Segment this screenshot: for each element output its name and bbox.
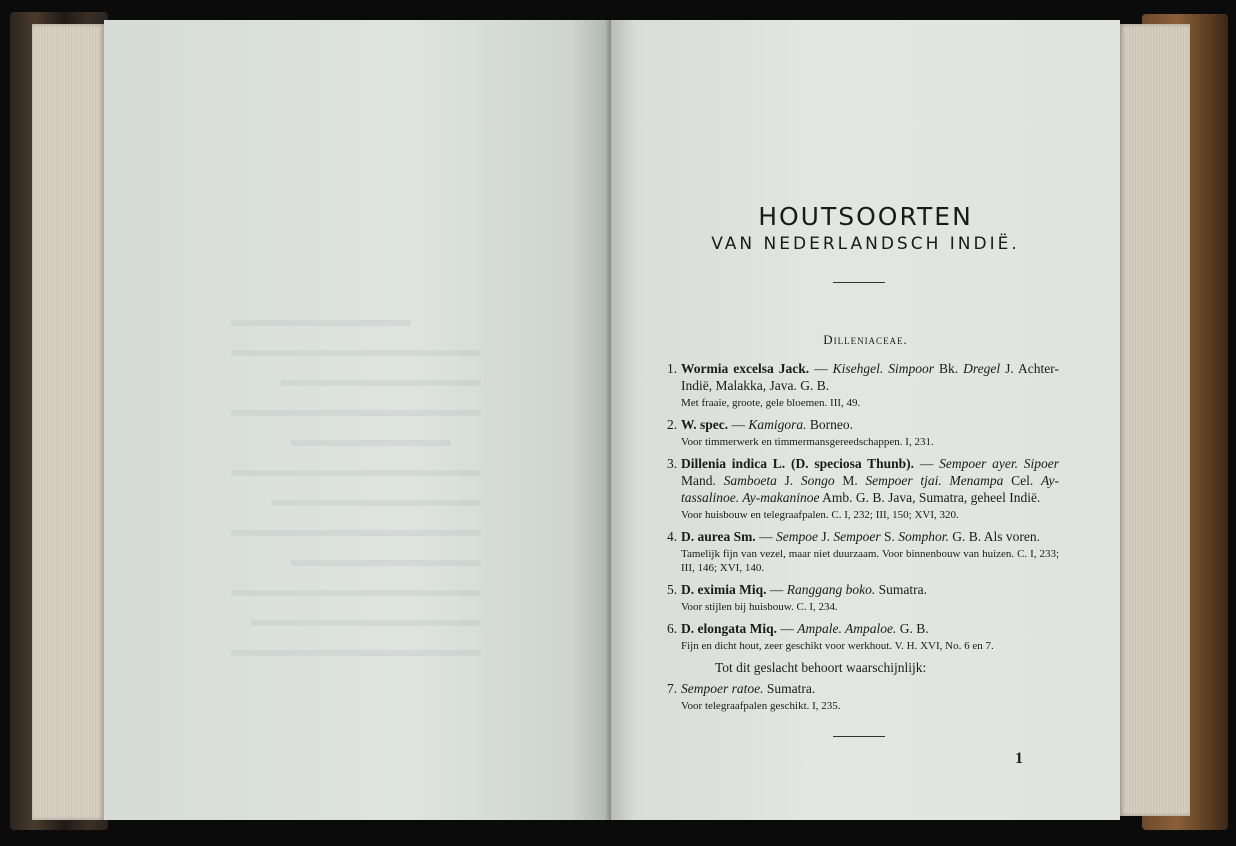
species-entry [667, 416, 1059, 449]
local-name: Ranggang boko. [786, 582, 876, 597]
entry-main [667, 455, 1059, 506]
entry-text: J. [776, 473, 801, 488]
entry-main [667, 581, 1059, 598]
page-edges-right [1120, 24, 1190, 816]
entry-number: 2. [667, 417, 678, 432]
entry-number: 3. [667, 456, 678, 471]
entry-note: Tamelijk fijn van vezel, maar niet duurzaam. Voor binnenbouw van huizen. C. I, 233; III, 146; XVI, 140. [681, 548, 1059, 574]
genus-intro: Tot dit geslacht behoort waarschijnlijk: [715, 660, 927, 675]
entry-dash: — [809, 361, 833, 376]
bleed-through [104, 20, 611, 820]
entry-note: Voor telegraafpalen geschikt. I, 235. [681, 700, 841, 712]
entries-list [667, 360, 1059, 719]
entry-text: Borneo. [806, 417, 854, 432]
species-name: Dillenia indica L. (D. speciosa Thunb). [681, 456, 915, 471]
title-rule [833, 282, 885, 283]
entry-dash: — [766, 582, 787, 597]
entry-text: Cel. [1003, 473, 1041, 488]
entry-text: J. [818, 529, 834, 544]
species-entry [667, 581, 1059, 614]
entry-number: 4. [667, 529, 678, 544]
right-page [611, 20, 1120, 820]
entry-dash: — [777, 621, 798, 636]
local-name: Samboeta [723, 473, 777, 488]
entry-note: Voor huisbouw en telegraafpalen. C. I, 232; III, 150; XVI, 320. [681, 509, 959, 521]
entry-text: Bk. [934, 361, 964, 376]
entry-text: J. Achter-Indië, Malakka, Java. G. B. [681, 361, 1060, 393]
local-name: Songo [800, 473, 835, 488]
page-edges-left [32, 24, 104, 820]
entry-note: Voor timmerwerk en timmermansgereedschappen. I, 231. [681, 436, 934, 448]
local-name: Kamigora. [748, 417, 807, 432]
entry-text: G. B. Als voren. [948, 529, 1041, 544]
species-entry [667, 360, 1059, 410]
family-heading: Dilleniaceae. [823, 332, 908, 347]
entry-main [667, 620, 1059, 637]
entry-main [667, 528, 1059, 545]
entry-number: 1. [667, 361, 678, 376]
entry-note: Met fraaie, groote, gele bloemen. III, 49. [681, 397, 861, 409]
entry-text: Mand. [681, 473, 724, 488]
local-name: Kisehgel. Simpoor [832, 361, 935, 376]
entry-number: 6. [667, 621, 678, 636]
entry-dash: — [728, 417, 749, 432]
species-name: D. eximia Miq. [681, 582, 767, 597]
local-name: Sempoer tjai. Menampa [865, 473, 1004, 488]
entry-text: S. [880, 529, 899, 544]
local-name: Ampale. Ampaloe. [797, 621, 897, 636]
local-name: Sempoer [833, 529, 881, 544]
page-number: 1 [1015, 750, 1023, 767]
local-name: Sempoer ratoe. [681, 681, 764, 696]
entry-number: 7. [667, 681, 678, 696]
local-name: Dregel [963, 361, 1001, 376]
entry-number: 5. [667, 582, 678, 597]
page-title: HOUTSOORTEN [758, 202, 973, 231]
species-entry [667, 620, 1059, 653]
entry-dash: — [755, 529, 777, 544]
species-entry [667, 680, 1059, 713]
local-name: Ay-tassalinoe. Ay-makaninoe [681, 473, 1059, 505]
page-subtitle: VAN NEDERLANDSCH INDIË. [711, 234, 1020, 254]
left-page [104, 20, 611, 820]
entry-dash: — [914, 456, 940, 471]
local-name: Sempoe [776, 529, 818, 544]
end-rule [833, 736, 885, 737]
entry-main [667, 416, 1059, 433]
species-name: Wormia excelsa Jack. [681, 361, 810, 376]
local-name: Sempoer ayer. Sipoer [939, 456, 1059, 471]
species-name: D. aurea Sm. [681, 529, 756, 544]
entry-main [667, 680, 1059, 697]
species-entry [667, 455, 1059, 522]
species-name: W. spec. [681, 417, 729, 432]
entry-text: Sumatra. [763, 681, 816, 696]
entry-text: Sumatra. [875, 582, 927, 597]
local-name: Somphor. [898, 529, 949, 544]
species-name: D. elongata Miq. [681, 621, 777, 636]
species-entry [667, 528, 1059, 575]
entry-text: Amb. G. B. Java, Sumatra, geheel Indië. [819, 490, 1041, 505]
entry-main [667, 360, 1059, 394]
entry-text: M. [834, 473, 866, 488]
entry-note: Fijn en dicht hout, zeer geschikt voor werkhout. V. H. XVI, No. 6 en 7. [681, 640, 994, 652]
entry-note: Voor stijlen bij huisbouw. C. I, 234. [681, 601, 838, 613]
entry-text: G. B. [896, 621, 929, 636]
